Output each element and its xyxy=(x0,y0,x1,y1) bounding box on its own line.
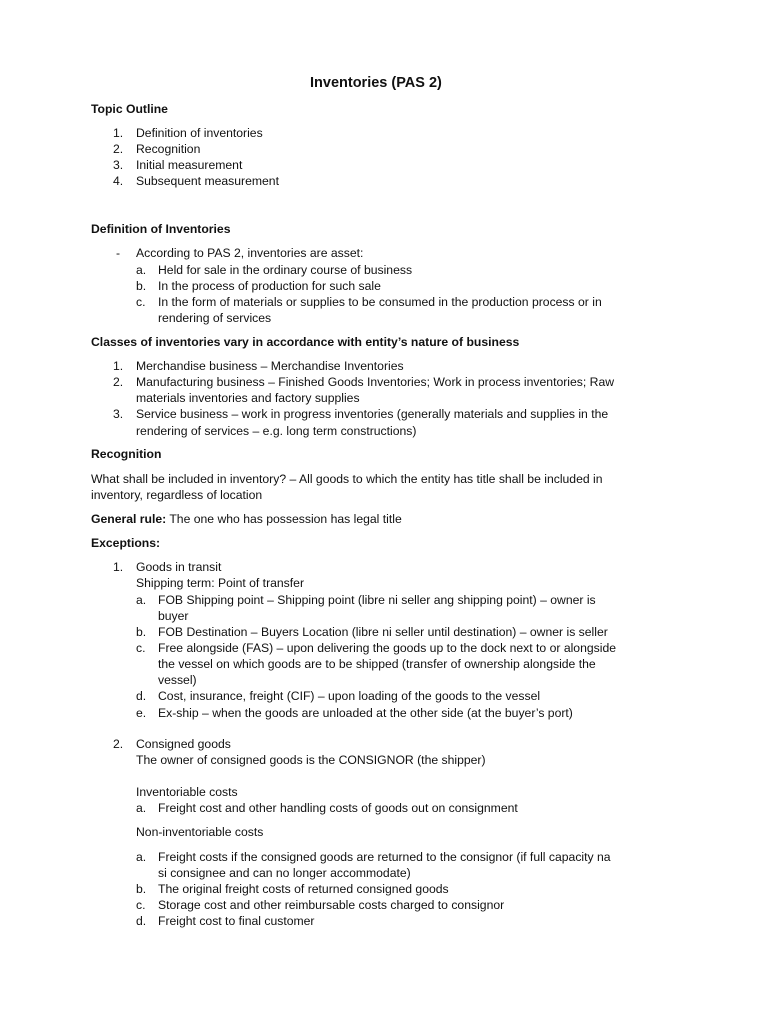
shipping-term: Shipping term: Point of transfer xyxy=(136,576,305,590)
list-letter: e. xyxy=(136,706,147,720)
recognition-heading: Recognition xyxy=(91,447,162,461)
list-num: 1. xyxy=(113,560,124,574)
outline-heading: Topic Outline xyxy=(91,102,168,116)
outline-num: 3. xyxy=(113,158,124,172)
classes-heading: Classes of inventories vary in accordance with entity’s nature of business xyxy=(91,335,520,349)
list-letter: d. xyxy=(136,689,147,703)
outline-num: 4. xyxy=(113,174,124,188)
definition-heading: Definition of Inventories xyxy=(91,222,231,236)
list-item: FOB Destination – Buyers Location (libre ni seller until destination) – owner is seller xyxy=(158,625,608,639)
list-letter: c. xyxy=(136,295,146,309)
list-letter: d. xyxy=(136,914,147,928)
list-num: 3. xyxy=(113,407,124,421)
list-letter: c. xyxy=(136,641,146,655)
list-item: The original freight costs of returned consigned goods xyxy=(158,882,449,896)
list-item: FOB Shipping point – Shipping point (libre ni seller ang shipping point) – owner is xyxy=(158,593,596,607)
list-item: Free alongside (FAS) – upon delivering the goods up to the dock next to or alongside xyxy=(158,641,617,655)
list-item-cont: vessel) xyxy=(158,673,197,687)
outline-num: 2. xyxy=(113,142,124,156)
list-item: Freight cost and other handling costs of goods out on consignment xyxy=(158,801,518,815)
list-letter: a. xyxy=(136,263,147,277)
list-letter: b. xyxy=(136,279,147,293)
list-letter: a. xyxy=(136,593,147,607)
outline-item: Definition of inventories xyxy=(136,126,263,140)
list-item: Storage cost and other reimbursable costs charged to consignor xyxy=(158,898,505,912)
list-letter: b. xyxy=(136,882,147,896)
list-item-cont: rendering of services – e.g. long term constructions) xyxy=(136,424,417,438)
list-item: Freight costs if the consigned goods are returned to the consignor (if full capacity na xyxy=(158,850,611,864)
list-item-cont: materials inventories and factory supplies xyxy=(136,391,360,405)
list-item-cont: the vessel on which goods are to be shipped (transfer of ownership alongside the xyxy=(158,657,596,671)
bullet-dash: - xyxy=(116,246,121,260)
list-item: Cost, insurance, freight (CIF) – upon loading of the goods to the vessel xyxy=(158,689,541,703)
list-letter: a. xyxy=(136,850,147,864)
list-letter: a. xyxy=(136,801,147,815)
general-rule-text: The one who has possession has legal title xyxy=(166,512,402,526)
list-item-cont: rendering of services xyxy=(158,311,272,325)
outline-item: Initial measurement xyxy=(136,158,243,172)
outline-num: 1. xyxy=(113,126,124,140)
list-item: In the form of materials or supplies to be consumed in the production process or in xyxy=(158,295,602,309)
list-item-cont: si consignee and can no longer accommodate) xyxy=(158,866,411,880)
general-rule xyxy=(91,511,402,527)
inventoriable-heading: Inventoriable costs xyxy=(136,785,238,799)
list-item: Held for sale in the ordinary course of business xyxy=(158,263,413,277)
page-title: Inventories (PAS 2) xyxy=(310,75,442,91)
noninventoriable-heading: Non-inventoriable costs xyxy=(136,825,264,839)
list-item: Ex-ship – when the goods are unloaded at the other side (at the buyer’s port) xyxy=(158,706,573,720)
exceptions-heading: Exceptions: xyxy=(91,536,161,550)
list-letter: b. xyxy=(136,625,147,639)
list-item: Service business – work in progress inventories (generally materials and supplies in the xyxy=(136,407,609,421)
list-item: In the process of production for such sale xyxy=(158,279,381,293)
recognition-paragraph: What shall be included in inventory? – All goods to which the entity has title shall be included in xyxy=(91,472,603,486)
list-item: Merchandise business – Merchandise Inventories xyxy=(136,359,404,373)
list-letter: c. xyxy=(136,898,146,912)
list-num: 1. xyxy=(113,359,124,373)
consigned-title: Consigned goods xyxy=(136,737,231,751)
definition-intro: According to PAS 2, inventories are asset: xyxy=(136,246,364,260)
list-item-cont: buyer xyxy=(158,609,189,623)
recognition-paragraph-cont: inventory, regardless of location xyxy=(91,488,263,502)
list-item: Freight cost to final customer xyxy=(158,914,315,928)
consigned-owner: The owner of consigned goods is the CONSIGNOR (the shipper) xyxy=(136,753,486,767)
outline-item: Recognition xyxy=(136,142,201,156)
list-num: 2. xyxy=(113,375,124,389)
outline-item: Subsequent measurement xyxy=(136,174,279,188)
list-item: Manufacturing business – Finished Goods Inventories; Work in process inventories; Raw xyxy=(136,375,615,389)
goods-in-transit-title: Goods in transit xyxy=(136,560,222,574)
general-rule-label: General rule: xyxy=(91,512,167,526)
list-num: 2. xyxy=(113,737,124,751)
